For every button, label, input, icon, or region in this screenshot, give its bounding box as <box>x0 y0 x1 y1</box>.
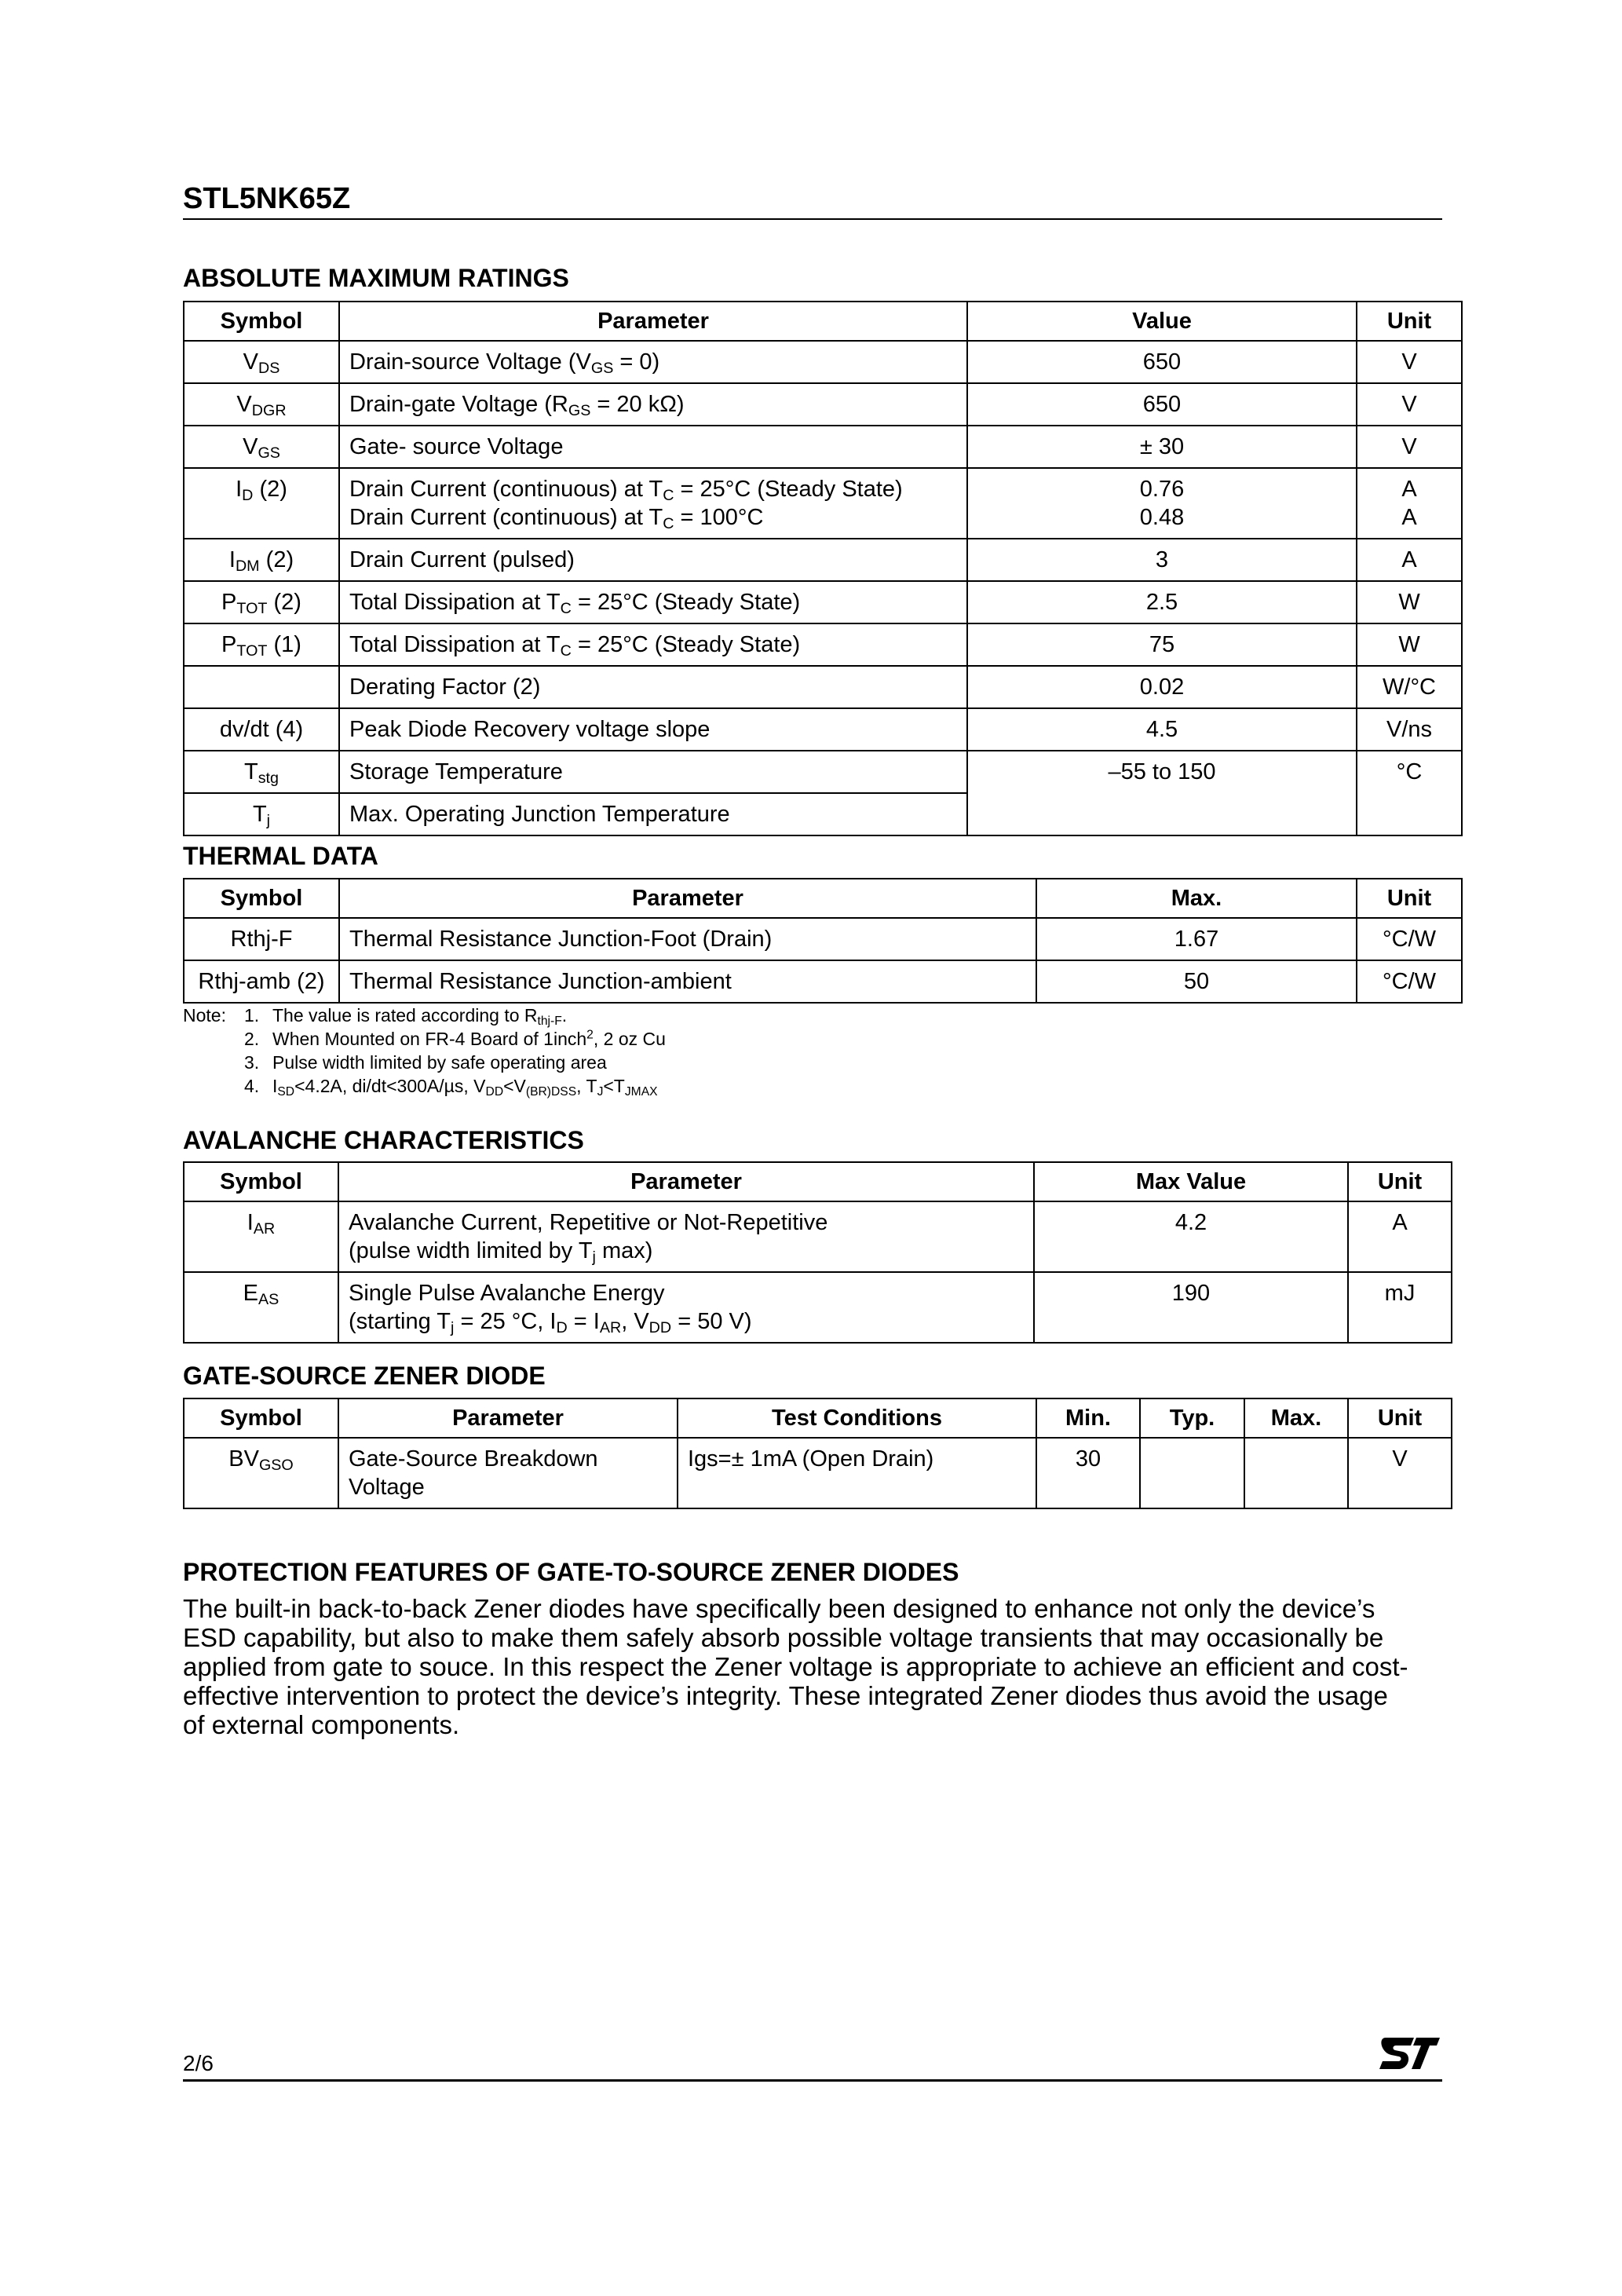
unit-cell: V <box>1357 341 1462 383</box>
amr-col-parameter: Parameter <box>339 302 967 341</box>
symbol-cell: $V_{DS}$ <box>184 341 339 383</box>
value-cell: 190 <box>1034 1272 1348 1343</box>
page-number: 2/6 <box>183 2051 214 2075</box>
symbol-cell <box>184 666 339 708</box>
min-cell: 30 <box>1036 1438 1140 1508</box>
parameter-cell: Thermal Resistance Junction-Foot (Drain) <box>339 918 1036 960</box>
unit-cell: V <box>1357 383 1462 426</box>
avalanche-title: AVALANCHE CHARACTERISTICS <box>183 1126 584 1154</box>
avalanche-header-row <box>184 1162 1452 1201</box>
table-row <box>184 468 1462 539</box>
protection-paragraph: The built-in back-to-back Zener diodes have specifically been designed to enhance not only the device’s ESD capability, but also to make them safely absorb possible voltage transients that may occasionally be applied from gate to souce. In this respect the Zener voltage is appropriate to achieve an efficient and cost- effective intervention to protect the device’s integrity. These integrated Zener diodes thus avoid the usage of external components. <box>183 1594 1408 1739</box>
value-cell: 0.02 <box>967 666 1357 708</box>
unit-cell: V <box>1357 426 1462 468</box>
unit-cell: W/°C <box>1357 666 1462 708</box>
avalanche-col-symbol: Symbol <box>184 1162 338 1201</box>
table-row <box>184 666 1462 708</box>
protection-title: PROTECTION FEATURES OF GATE-TO-SOURCE ZENER DIODES <box>183 1558 959 1586</box>
value-cell: 75 <box>967 623 1357 666</box>
symbol-cell: Rthj-amb (2) <box>184 960 339 1003</box>
unit-cell: W <box>1357 623 1462 666</box>
amr-header-row <box>184 302 1462 341</box>
parameter-cell: Gate- source Voltage <box>339 426 967 468</box>
symbol-cell: dv/dt (4) <box>184 708 339 751</box>
page-title: STL5NK65Z <box>183 182 351 215</box>
value-cell: 4.2 <box>1034 1201 1348 1272</box>
note-2: 2. When Mounted on FR-4 Board of 1inch$^2$, 2 oz Cu <box>244 1028 666 1049</box>
value-cell: 4.5 <box>967 708 1357 751</box>
symbol-cell: $E_{AS}$ <box>184 1272 338 1343</box>
parameter-cell: Avalanche Current, Repetitive or Not-Repetitive (pulse width limited by $T_j$ max) <box>338 1201 1034 1272</box>
symbol-cell: $T_j$ <box>184 793 339 835</box>
parameter-cell: Total Dissipation at $T_C = 25^\circ C$ (Steady State) <box>339 581 967 623</box>
unit-cell: A <box>1357 539 1462 581</box>
thermal-col-parameter: Parameter <box>339 879 1036 918</box>
zener-header-row <box>184 1398 1452 1438</box>
unit-cell: mJ <box>1348 1272 1452 1343</box>
avalanche-col-parameter: Parameter <box>338 1162 1034 1201</box>
zener-col-unit: Unit <box>1348 1398 1452 1438</box>
table-row <box>184 1272 1452 1343</box>
unit-cell: V <box>1348 1438 1452 1508</box>
parameter-cell: Drain Current (continuous) at $T_C = 25^\circ C$ (Steady State) Drain Current (continuous) at $T_C = 100^\circ C$ <box>339 468 967 539</box>
table-row <box>184 751 1462 793</box>
table-row <box>184 581 1462 623</box>
note-4: 4. $I_{SD}<4.2A$, di/dt<300A/µs, $V_{DD}<V_{(BR)DSS}$, $T_J<T_{JMAX}$ <box>244 1076 658 1099</box>
parameter-cell: Single Pulse Avalanche Energy (starting $T_j = 25$ °C, $I_D = I_{AR}$, $V_{DD} = 50$ V) <box>338 1272 1034 1343</box>
thermal-col-max: Max. <box>1036 879 1357 918</box>
thermal-table <box>183 878 1463 1004</box>
avalanche-col-max-value: Max Value <box>1034 1162 1348 1201</box>
value-cell: 0.76 0.48 <box>967 468 1357 539</box>
thermal-col-unit: Unit <box>1357 879 1462 918</box>
avalanche-table <box>183 1161 1452 1344</box>
note-3: 3. Pulse width limited by safe operating area <box>244 1052 607 1073</box>
value-cell: 3 <box>967 539 1357 581</box>
parameter-cell: Thermal Resistance Junction-ambient <box>339 960 1036 1003</box>
max-cell <box>1244 1438 1348 1508</box>
parameter-cell: Total Dissipation at $T_C = 25^\circ C$ (Steady State) <box>339 623 967 666</box>
parameter-cell: Drain Current (pulsed) <box>339 539 967 581</box>
symbol-cell: $T_{stg}$ <box>184 751 339 793</box>
avalanche-col-unit: Unit <box>1348 1162 1452 1201</box>
parameter-cell: Storage Temperature <box>339 751 967 793</box>
value-cell: –55 to 150 <box>967 751 1357 835</box>
table-row <box>184 1201 1452 1272</box>
parameter-cell: Drain-gate Voltage ($R_{GS} = 20$ kΩ) <box>339 383 967 426</box>
amr-table <box>183 301 1463 836</box>
amr-col-unit: Unit <box>1357 302 1462 341</box>
parameter-cell: Gate-Source Breakdown Voltage <box>338 1438 678 1508</box>
thermal-col-symbol: Symbol <box>184 879 339 918</box>
thermal-title: THERMAL DATA <box>183 842 378 870</box>
table-row <box>184 426 1462 468</box>
amr-col-value: Value <box>967 302 1357 341</box>
value-cell: ± 30 <box>967 426 1357 468</box>
typ-cell <box>1140 1438 1244 1508</box>
table-row <box>184 623 1462 666</box>
zener-col-max: Max. <box>1244 1398 1348 1438</box>
unit-cell: A <box>1348 1201 1452 1272</box>
symbol-cell: $I_D$ (2) <box>184 468 339 539</box>
zener-col-typ: Typ. <box>1140 1398 1244 1438</box>
table-row <box>184 539 1462 581</box>
symbol-cell: $I_{AR}$ <box>184 1201 338 1272</box>
page-header <box>183 182 1442 220</box>
symbol-cell: $V_{DGR}$ <box>184 383 339 426</box>
unit-cell: °C/W <box>1357 960 1462 1003</box>
unit-cell: W <box>1357 581 1462 623</box>
table-row <box>184 383 1462 426</box>
symbol-cell: $V_{GS}$ <box>184 426 339 468</box>
symbol-cell: Rthj-F <box>184 918 339 960</box>
amr-title: ABSOLUTE MAXIMUM RATINGS <box>183 264 569 292</box>
zener-table <box>183 1398 1452 1509</box>
st-logo-icon <box>1375 2035 1441 2076</box>
notes <box>183 1004 968 1098</box>
symbol-cell: $P_{TOT}$ (1) <box>184 623 339 666</box>
value-cell: 650 <box>967 341 1357 383</box>
value-cell: 50 <box>1036 960 1357 1003</box>
symbol-cell: $I_{DM}$ (2) <box>184 539 339 581</box>
zener-col-min: Min. <box>1036 1398 1140 1438</box>
table-row <box>184 708 1462 751</box>
parameter-cell: Peak Diode Recovery voltage slope <box>339 708 967 751</box>
parameter-cell: Derating Factor (2) <box>339 666 967 708</box>
value-cell: 2.5 <box>967 581 1357 623</box>
note-1: Note: 1. The value is rated according to $R_{thj-F}$. <box>183 1005 568 1028</box>
unit-cell: °C/W <box>1357 918 1462 960</box>
zener-col-symbol: Symbol <box>184 1398 338 1438</box>
value-cell: 1.67 <box>1036 918 1357 960</box>
table-row <box>184 918 1462 960</box>
test-conditions-cell: Igs=± 1mA (Open Drain) <box>678 1438 1036 1508</box>
unit-cell: °C <box>1357 751 1462 835</box>
zener-title: GATE-SOURCE ZENER DIODE <box>183 1362 546 1390</box>
table-row <box>184 1438 1452 1508</box>
table-row <box>184 960 1462 1003</box>
value-cell: 650 <box>967 383 1357 426</box>
parameter-cell: Drain-source Voltage $(V_{GS} = 0)$ <box>339 341 967 383</box>
unit-cell: A A <box>1357 468 1462 539</box>
zener-col-test-conditions: Test Conditions <box>678 1398 1036 1438</box>
thermal-header-row <box>184 879 1462 918</box>
unit-cell: V/ns <box>1357 708 1462 751</box>
symbol-cell: $P_{TOT}$ (2) <box>184 581 339 623</box>
page-footer <box>183 2042 1442 2082</box>
table-row <box>184 341 1462 383</box>
amr-col-symbol: Symbol <box>184 302 339 341</box>
st-logo-icon <box>1375 2035 1441 2072</box>
zener-col-parameter: Parameter <box>338 1398 678 1438</box>
parameter-cell: Max. Operating Junction Temperature <box>339 793 967 835</box>
symbol-cell: $BV_{GSO}$ <box>184 1438 338 1508</box>
